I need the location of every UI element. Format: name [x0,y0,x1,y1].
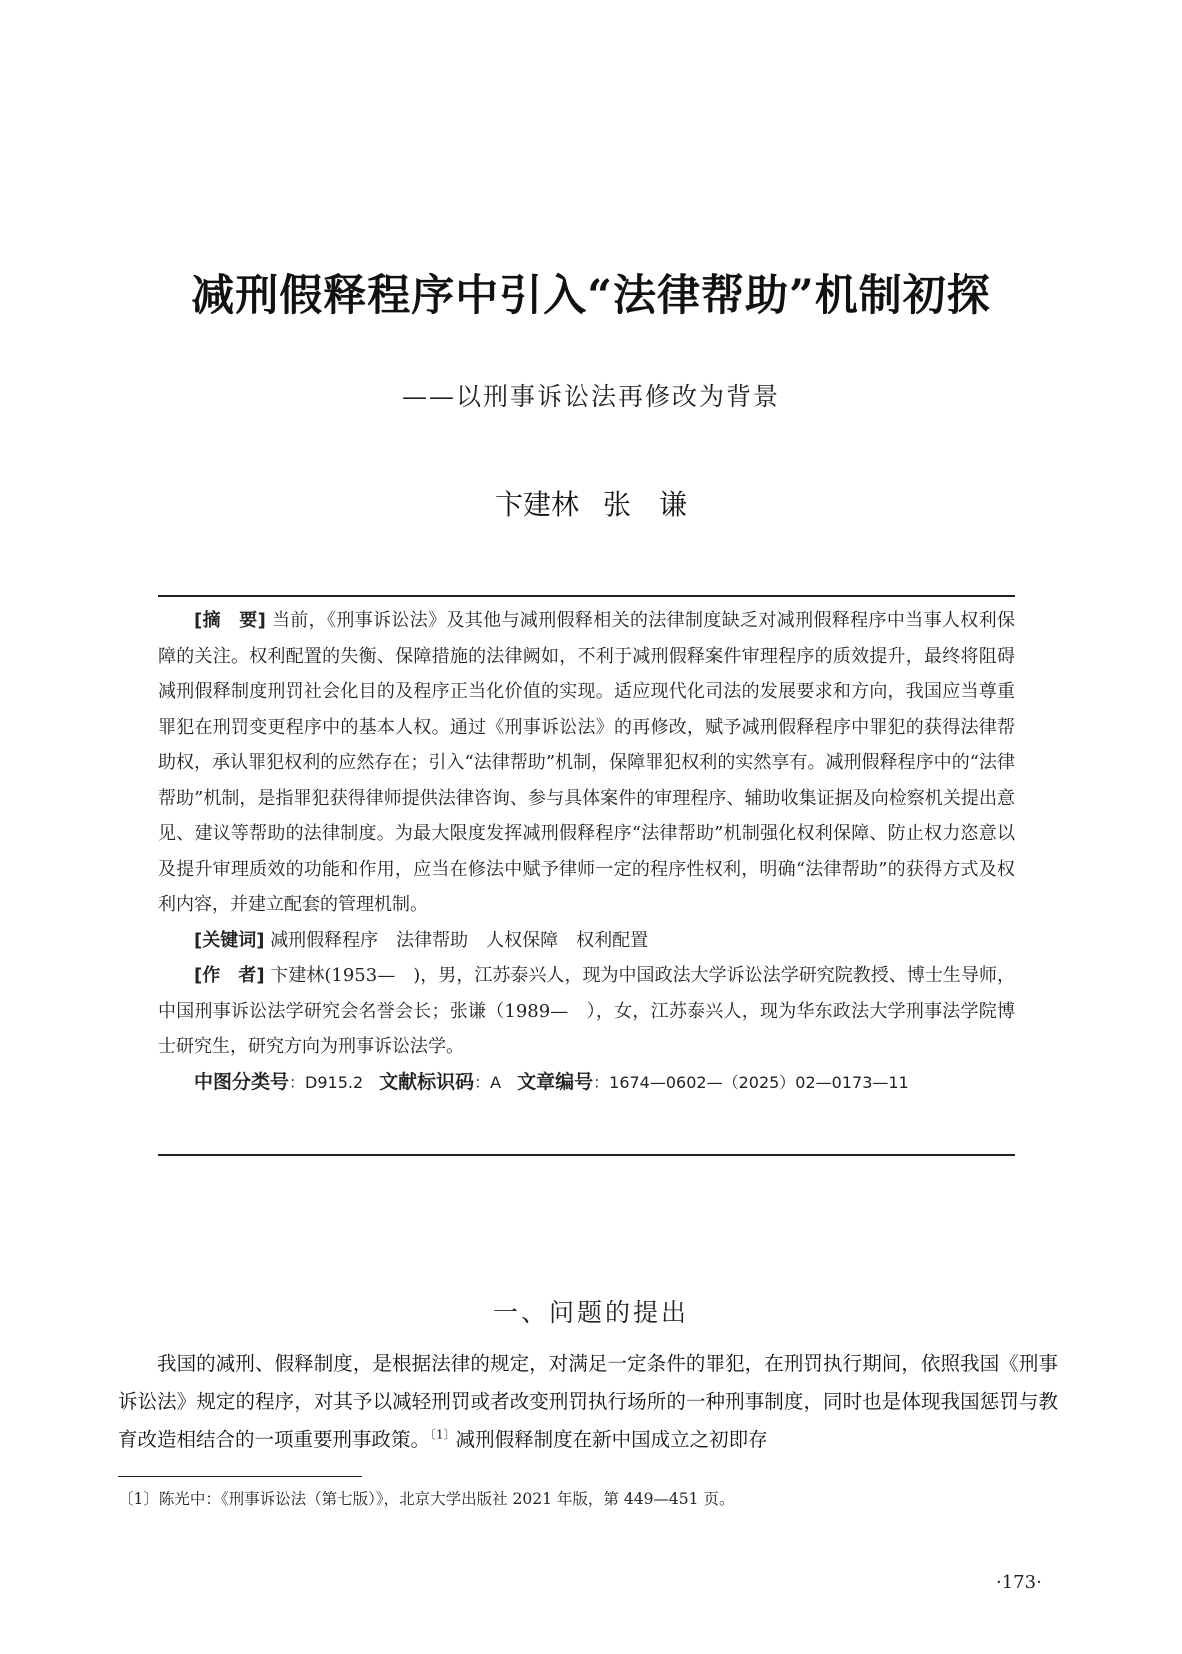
keywords-text: 减刑假释程序 法律帮助 人权保障 权利配置 [270,929,649,951]
footnote-reference[interactable]: 〔1〕 [430,1427,456,1442]
page-number: ·173· [996,1572,1042,1593]
author-info-label: [作 者] [194,965,265,986]
article-subtitle: ——以刑事诉讼法再修改为背景 [401,382,780,411]
author-info-paragraph [158,958,1015,1065]
doc-code-value: ：A [474,1072,502,1092]
keywords-paragraph [158,923,1015,959]
classification-line [158,1065,1015,1101]
body-text-part2: 减刑假释制度在新中国成立之初即存 [455,1428,768,1451]
author-info-text: 卞建林(1953— )，男，江苏泰兴人，现为中国政法大学诉讼法学研究院教授、博士生导师，中国刑事诉讼法学研究会名誉会长；张谦（1989— ），女，江苏泰兴人，现为华东政法大学刑事法学院博士研究生，研究方向为刑事诉讼法学。 [158,965,1015,1057]
abstract-label: [摘 要] [194,610,266,631]
author-line [0,483,1182,523]
keywords-label: [关键词] [194,929,265,951]
clc-value: ：D915.2 [289,1072,364,1092]
abstract-bottom-rule [158,1154,1015,1156]
doc-code-label: 文献标识码 [379,1070,475,1093]
article-title: 减刑假释程序中引入“法律帮助”机制初探 [191,271,991,321]
author-name-1: 卞建林 [494,488,579,521]
article-number-value: ：1674—0602—（2025）02—0173—11 [593,1072,909,1092]
abstract-text: 当前，《刑事诉讼法》及其他与减刑假释相关的法律制度缺乏对减刑假释程序中当事人权利保障的关注。权利配置的失衡、保障措施的法律阙如，不利于减刑假释案件审理程序的质效提升，最终将阻碍减刑假释制度刑罚社会化目的及程序正当化价值的实现。适应现代化司法的发展要求和方向，我国应当尊重罪犯在刑罚变更程序中的基本人权。通过《刑事诉讼法》的再修改，赋予减刑假释程序中罪犯的获得法律帮助权，承认罪犯权利的应然存在；引入“法律帮助”机制，保障罪犯权利的实然享有。减刑假释程序中的“法律帮助”机制，是指罪犯获得律师提供法律咨询、参与具体案件的审理程序、辅助收集证据及向检察机关提出意见、建议等帮助的法律制度。为最大限度发挥减刑假释程序“法律帮助”机制强化权利保障、防止权力恣意以及提升审理质效的功能和作用，应当在修法中赋予律师一定的程序性权利，明确“法律帮助”的获得方式及权利内容，并建立配套的管理机制。 [158,610,1015,915]
footnote-text: 〔1〕陈光中：《刑事诉讼法（第七版）》，北京大学出版社 2021 年版，第 449—451 页。 [118,1490,735,1508]
body-text [118,1345,1058,1459]
body-paragraph [118,1345,1058,1459]
clc-label: 中图分类号 [194,1070,290,1093]
footnote-rule [118,1476,362,1477]
abstract-block [158,603,1015,1100]
body-text-part1: 我国的减刑、假释制度，是根据法律的规定，对满足一定条件的罪犯，在刑罚执行期间，依照我国《刑事诉讼法》规定的程序，对其予以减轻刑罚或者改变刑罚执行场所的一种刑事制度，同时也是体现我国惩罚与教育改造相结合的一项重要刑事政策。 [118,1352,1058,1451]
abstract-top-rule [158,595,1015,597]
section-heading: 一、问题的提出 [492,1298,689,1327]
author-name-2: 张 谦 [603,488,688,521]
abstract-paragraph [158,603,1015,923]
article-number-label: 文章编号 [517,1070,594,1093]
